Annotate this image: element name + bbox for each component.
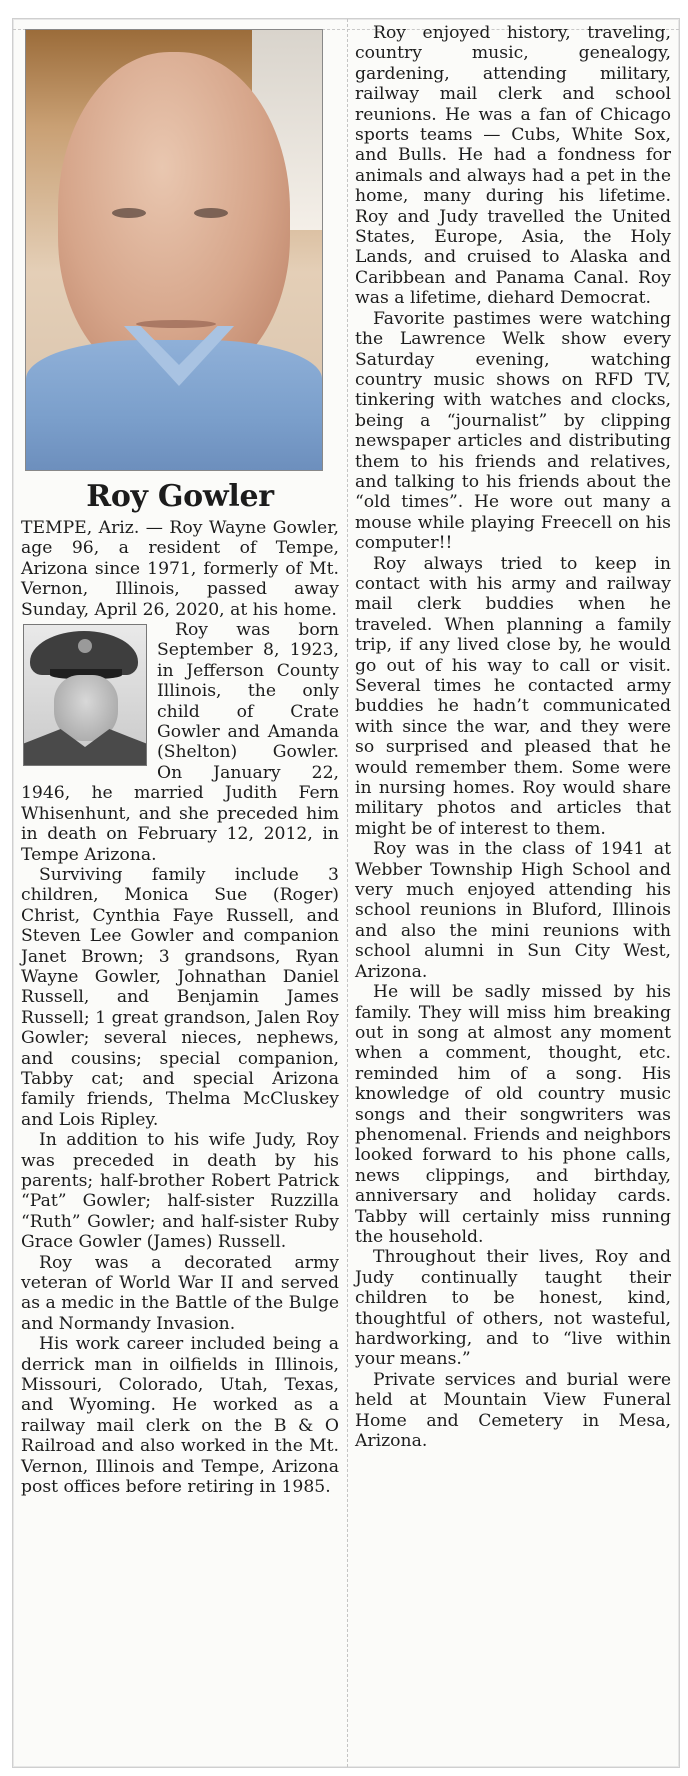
paragraph-values: Throughout their lives, Roy and Judy continually taught their children to be honest, kind, thoughtful of others, not wasteful, hardworking, and to “live within your means.” [355,1247,671,1370]
paragraph-school: Roy was in the class of 1941 at Webber Township High School and very much enjoyed attending his school reunions in Bluford, Illinois and also the mini reunions with school alumni in Sun City West, Arizona. [355,839,671,982]
obituary-clipping [12,18,680,1768]
paragraph-preceded: In addition to his wife Judy, Roy was preceded in death by his parents; half-brother Robert Patrick “Pat” Gowler; half-sister Ruzzilla “Ruth” Gowler; and half-sister Ruby Grace Gowler (James) Russell. [21,1130,339,1253]
column-divider [347,19,348,1767]
obituary-name: Roy Gowler [86,479,274,514]
portrait-photo [25,29,323,471]
army-portrait-photo [23,624,147,766]
paragraph-career: His work career included being a derrick man in oilfields in Illinois, Missouri, Colorado, Utah, Texas, and Wyoming. He worked as a railway mail clerk on the B & O Railroad and also worked in the Mt. Vernon, Illinois and Tempe, Arizona post offices before retiring in 1985. [21,1334,339,1498]
paragraph-buddies: Roy always tried to keep in contact with his army and railway mail clerk buddies when he traveled. When planning a family trip, if any lived close by, he would go out of his way to call or visit. Several times he contacted army buddies he hadn’t communicated with since the war, and they were so surprised and pleased that he would remember them. Some were in nursing homes. Roy would share military photos and articles that might be of interest to them. [355,553,671,839]
paragraph-pastimes: Favorite pastimes were watching the Lawrence Welk show every Saturday evening, watching country music shows on RFD TV, tinkering with watches and clocks, being a “journalist” by clipping newspaper articles and distributing them to his friends and relatives, and talking to his friends about the “old times”. He wore out many a mouse while playing Freecell on his computer!! [355,308,671,554]
paragraph-interests: Roy enjoyed history, traveling, country music, genealogy, gardening, attending military, railway mail clerk and school reunions. He was a fan of Chicago sports teams — Cubs, White Sox, and Bulls. He had a fondness for animals and always had a pet in the home, many during his lifetime. Roy and Judy travelled the United States, Europe, Asia, the Holy Lands, and cruised to Alaska and Caribbean and Panama Canal. Roy was a lifetime, diehard Democrat. [355,23,671,309]
left-column-text [21,518,339,1498]
paragraph-services: Private services and burial were held at Mountain View Funeral Home and Cemetery in Mesa, Arizona. [355,1369,671,1452]
paragraph-military: Roy was a decorated army veteran of World War II and served as a medic in the Battle of the Bulge and Normandy Invasion. [21,1252,339,1334]
paragraph-missed: He will be sadly missed by his family. They will miss him breaking out in song at almost any moment when a comment, thought, etc. reminded him of a song. His knowledge of old country music songs and their songwriters was phenomenal. Friends and neighbors looked forward to his phone calls, news clippings, and birthday, anniversary and holiday cards. Tabby will certainly miss running the household. [355,982,671,1247]
right-column-text [355,23,671,1451]
paragraph-intro: TEMPE, Ariz. — Roy Wayne Gowler, age 96, a resident of Tempe, Arizona since 1971, formerly of Mt. Vernon, Illinois, passed away Sunday, April 26, 2020, at his home. [21,518,339,620]
right-column [355,23,671,1451]
paragraph-survivors: Surviving family include 3 children, Monica Sue (Roger) Christ, Cynthia Faye Russell, and Steven Lee Gowler and companion Janet Brown; 3 grandsons, Ryan Wayne Gowler, Johnathan Daniel Russell, and Benjamin James Russell; 1 great grandson, Jalen Roy Gowler; several nieces, nephews, and cousins; special companion, Tabby cat; and special Arizona family friends, Thelma McCluskey and Lois Ripley. [21,864,339,1130]
paragraph-birth: Roy was born September 8, 1923, in Jefferson County Illinois, the only child of Crate Gowler and Amanda (Shelton) Gowler. On January 22, 1946, he married Judith Fern Whisenhunt, and she preceded him in death on February 12, 2012, in Tempe Arizona. [21,620,339,865]
left-column [21,29,339,1498]
